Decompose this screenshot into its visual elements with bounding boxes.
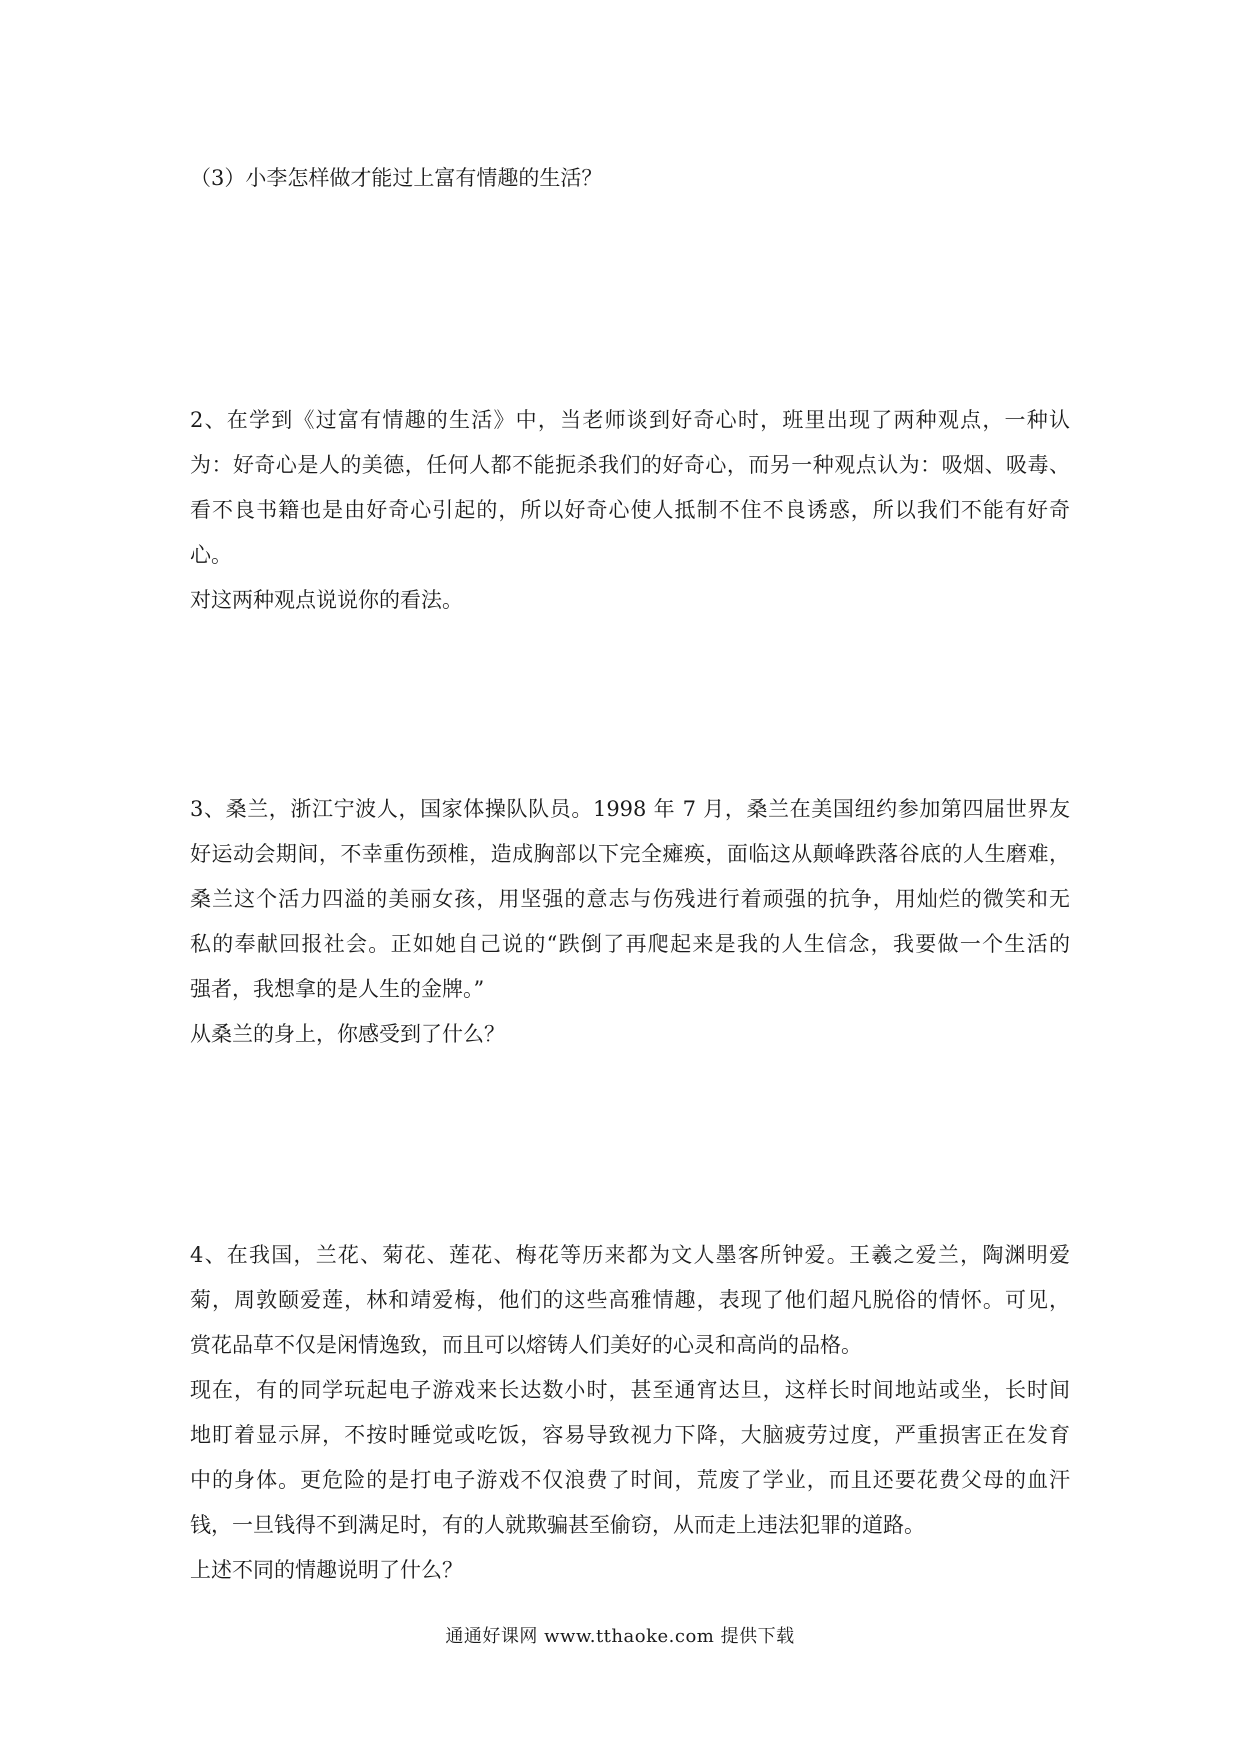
question-prompt: 对这两种观点说说你的看法。: [190, 588, 463, 612]
paragraph-line: 看不良书籍也是由好奇心引起的，所以好奇心使人抵制不住不良诱惑，所以我们不能有好奇: [190, 498, 1070, 522]
paragraph-line: 中的身体。更危险的是打电子游戏不仅浪费了时间，荒废了学业，而且还要花费父母的血汗: [190, 1468, 1070, 1492]
question-4: [190, 1233, 1070, 1593]
question-3: [190, 787, 1070, 1057]
paragraph-line: 2、在学到《过富有情趣的生活》中，当老师谈到好奇心时，班里出现了两种观点，一种认: [190, 408, 1070, 432]
paragraph-line: 好运动会期间，不幸重伤颈椎，造成胸部以下完全瘫痪，面临这从颠峰跌落谷底的人生磨难，: [190, 842, 1070, 866]
paragraph-line: 心。: [190, 543, 232, 567]
question-2: [190, 398, 1070, 623]
paragraph-line: 钱，一旦钱得不到满足时，有的人就欺骗甚至偷窃，从而走上违法犯罪的道路。: [190, 1513, 925, 1537]
paragraph-line: 赏花品草不仅是闲情逸致，而且可以熔铸人们美好的心灵和高尚的品格。: [190, 1333, 862, 1357]
paragraph-line: 私的奉献回报社会。正如她自己说的“跌倒了再爬起来是我的人生信念，我要做一个生活的: [190, 932, 1070, 956]
question-prompt: 上述不同的情趣说明了什么？: [190, 1558, 463, 1582]
paragraph-line: 强者，我想拿的是人生的金牌。”: [190, 977, 485, 1001]
paragraph-line: 菊，周敦颐爱莲，林和靖爱梅，他们的这些高雅情趣，表现了他们超凡脱俗的情怀。可见，: [190, 1288, 1070, 1312]
paragraph-line: 4、在我国，兰花、菊花、莲花、梅花等历来都为文人墨客所钟爱。王羲之爱兰，陶渊明爱: [190, 1243, 1070, 1267]
question-3-subpart: [190, 156, 1070, 201]
paragraph-line: 为：好奇心是人的美德，任何人都不能扼杀我们的好奇心，而另一种观点认为：吸烟、吸毒、: [190, 453, 1070, 477]
paragraph-line: 桑兰这个活力四溢的美丽女孩，用坚强的意志与伤残进行着顽强的抗争，用灿烂的微笑和无: [190, 887, 1070, 911]
paragraph-line: 地盯着显示屏，不按时睡觉或吃饭，容易导致视力下降，大脑疲劳过度，严重损害正在发育: [190, 1423, 1070, 1447]
question-prompt: 从桑兰的身上，你感受到了什么？: [190, 1022, 505, 1046]
question-text: （3）小李怎样做才能过上富有情趣的生活？: [190, 166, 603, 190]
paragraph-line: 3、桑兰，浙江宁波人，国家体操队队员。1998 年 7 月，桑兰在美国纽约参加第四届世界友: [190, 797, 1070, 821]
paragraph-line: 现在，有的同学玩起电子游戏来长达数小时，甚至通宵达旦，这样长时间地站或坐，长时间: [190, 1378, 1070, 1402]
page-footer: 通通好课网 www.tthaoke.com 提供下载: [445, 1626, 795, 1647]
